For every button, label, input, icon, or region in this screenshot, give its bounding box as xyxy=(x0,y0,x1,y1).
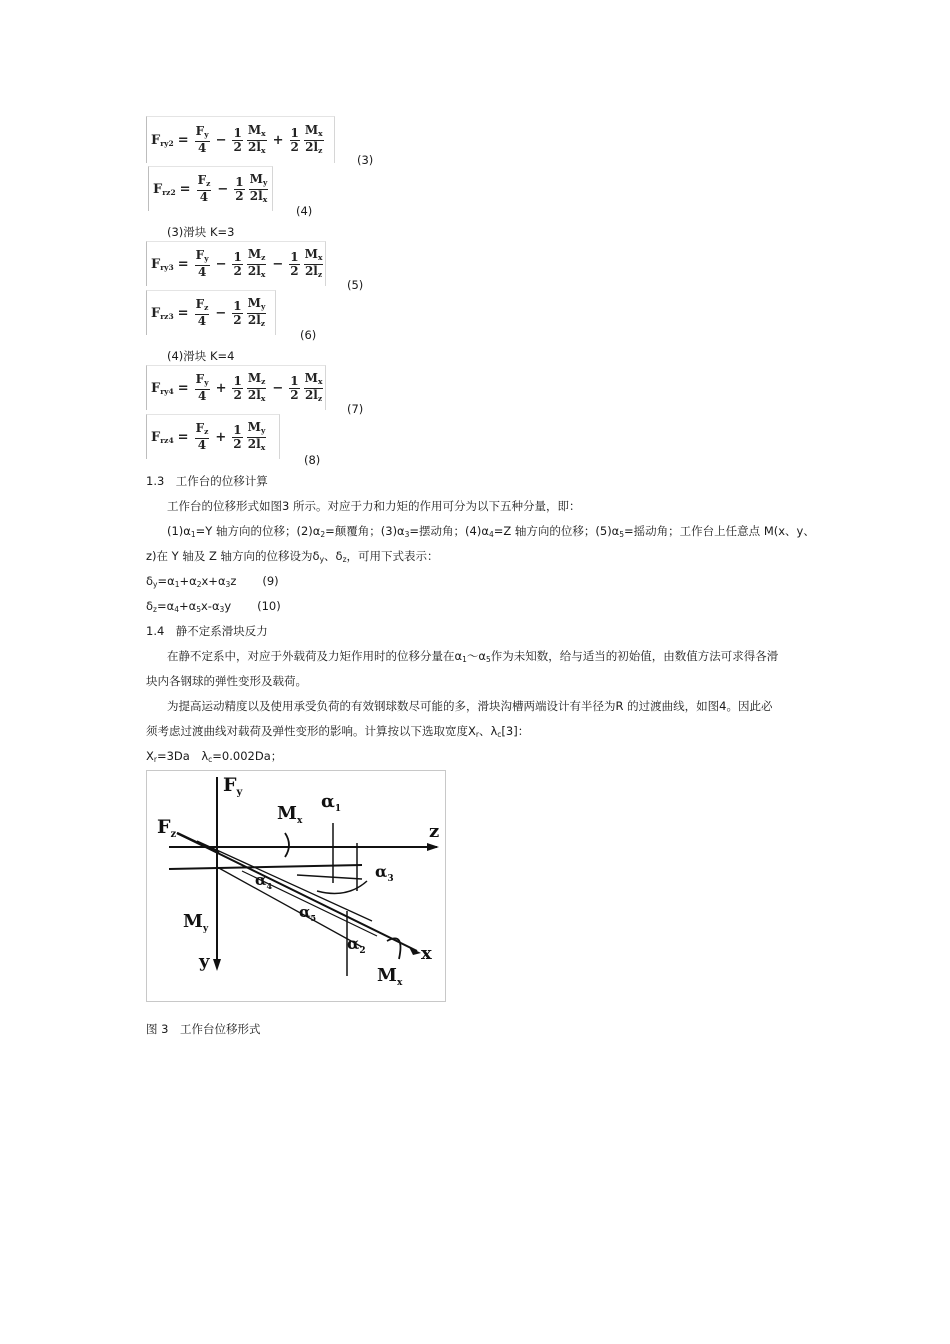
alpha2-label: $\alpha_2$ xyxy=(347,934,366,956)
equation-box xyxy=(146,241,326,286)
equation-formula xyxy=(151,242,325,286)
section-heading-1-4: 1.4 静不定系滑块反力 xyxy=(146,624,268,638)
half-fraction xyxy=(232,251,242,278)
equation-box xyxy=(148,166,273,211)
fraction-numerator: $F_y$ xyxy=(195,373,210,390)
fraction-denominator: 2 xyxy=(233,139,242,154)
equation-number: (6) xyxy=(300,328,317,342)
fraction-numerator: 1 xyxy=(233,249,242,264)
equation-lhs: $F_{rz4}$ xyxy=(151,429,174,445)
equals-sign: = xyxy=(179,181,191,197)
paragraph: 块内各钢球的弹性变形及载荷。 xyxy=(146,674,307,688)
equals-sign: = xyxy=(177,256,189,272)
z-axis-label: z xyxy=(429,821,440,842)
moment-fraction xyxy=(304,248,324,281)
equation-lhs: $F_{ry4}$ xyxy=(151,380,174,396)
fraction-denominator: 4 xyxy=(197,265,207,279)
fraction-numerator: $M_z$ xyxy=(247,372,267,389)
equation-formula xyxy=(151,117,326,163)
fraction-numerator: $F_y$ xyxy=(195,125,210,142)
operator: − xyxy=(272,380,284,396)
equals-sign: = xyxy=(177,305,189,321)
alpha5-label: $\alpha_5$ xyxy=(299,903,317,923)
slider-k3-label: (3)滑块 K=3 xyxy=(167,225,235,239)
fraction-denominator: 2 xyxy=(233,312,242,327)
equation-number: (5) xyxy=(347,278,364,292)
half-fraction xyxy=(290,127,300,154)
force-fraction xyxy=(195,422,210,452)
force-fraction xyxy=(195,373,210,403)
operator: + xyxy=(272,132,284,148)
alpha1-label: $\alpha_1$ xyxy=(321,791,342,814)
alpha4-label: $\alpha_4$ xyxy=(255,871,273,891)
moment-fraction xyxy=(249,173,269,206)
fraction-numerator: $F_z$ xyxy=(197,174,212,191)
y-axis-label: y xyxy=(199,951,210,972)
operator: − xyxy=(217,181,229,197)
paragraph: 工作台的位移形式如图3 所示。对应于力和力矩的作用可分为以下五种分量，即： xyxy=(167,499,581,513)
equation-box xyxy=(146,365,326,410)
fraction-denominator: 2 xyxy=(290,263,299,278)
fraction-numerator: 1 xyxy=(233,422,242,437)
fraction-numerator: 1 xyxy=(290,125,299,140)
operator: + xyxy=(215,429,227,445)
equation-box xyxy=(146,414,280,459)
fraction-numerator: $M_y$ xyxy=(247,421,267,438)
fraction-numerator: 1 xyxy=(233,298,242,313)
fraction-denominator: 4 xyxy=(197,389,207,403)
fy-label: $F_y$ xyxy=(223,774,243,798)
fraction-denominator: 4 xyxy=(197,314,207,328)
operator: + xyxy=(215,380,227,396)
operator: − xyxy=(272,256,284,272)
fraction-numerator: $F_y$ xyxy=(195,249,210,266)
force-fraction xyxy=(195,125,210,155)
figure-3-caption: 图 3 工作台位移形式 xyxy=(146,1022,261,1036)
force-fraction xyxy=(195,298,210,328)
fraction-numerator: 1 xyxy=(233,125,242,140)
fraction-numerator: $M_x$ xyxy=(304,372,324,389)
fraction-denominator: 4 xyxy=(197,141,207,155)
equation-lhs: $F_{ry2}$ xyxy=(151,132,174,148)
my-label: $M_y$ xyxy=(183,911,209,934)
displacement-diagram-svg xyxy=(147,771,445,1001)
force-fraction xyxy=(197,174,212,204)
fraction-denominator: $2l_x$ xyxy=(247,436,266,452)
operator: − xyxy=(215,256,227,272)
equation-number: (8) xyxy=(304,453,321,467)
equation-9: $\delta_y=\alpha_1+\alpha_2x+\alpha_3z$ (9) xyxy=(146,574,279,589)
moment-fraction xyxy=(304,124,324,157)
fraction-denominator: 4 xyxy=(197,438,207,452)
fraction-denominator: $2l_z$ xyxy=(305,139,323,155)
fraction-numerator: 1 xyxy=(233,373,242,388)
fraction-denominator: 2 xyxy=(233,263,242,278)
moment-fraction xyxy=(247,297,267,330)
equation-number: (3) xyxy=(357,153,374,167)
equation-lhs: $F_{rz2}$ xyxy=(153,181,176,197)
fraction-denominator: $2l_x$ xyxy=(248,139,266,155)
equals-sign: = xyxy=(177,132,189,148)
paragraph: $X_r=3Da$ $\lambda_c=0.002Da$； xyxy=(146,749,283,764)
fraction-numerator: $M_y$ xyxy=(247,297,267,314)
paragraph: 在静不定系中，对应于外载荷及力矩作用时的位移分量在$\alpha_1\sim\alpha_5$作为未知数，给与适当的初始值，由数值方法可求得各滑 xyxy=(167,649,779,664)
slider-k4-label: (4)滑块 K=4 xyxy=(167,349,235,363)
equation-box xyxy=(146,290,276,335)
fraction-denominator: $2l_z$ xyxy=(304,263,323,279)
fraction-numerator: $M_x$ xyxy=(304,124,324,141)
half-fraction xyxy=(232,375,242,402)
half-fraction xyxy=(289,251,299,278)
fraction-numerator: $M_x$ xyxy=(247,124,267,141)
moment-fraction xyxy=(247,124,267,157)
equation-formula xyxy=(151,415,268,459)
force-fraction xyxy=(195,249,210,279)
fraction-numerator: $F_z$ xyxy=(195,298,210,315)
equation-formula xyxy=(151,291,268,335)
fraction-denominator: 4 xyxy=(199,190,209,204)
fraction-numerator: 1 xyxy=(290,249,299,264)
fraction-denominator: $2l_x$ xyxy=(247,263,266,279)
moment-fraction xyxy=(304,372,324,405)
half-fraction xyxy=(232,424,242,451)
fraction-denominator: $2l_x$ xyxy=(249,188,268,204)
section-heading-1-3: 1.3 工作台的位移计算 xyxy=(146,474,268,488)
paragraph: 须考虑过渡曲线对载荷及弹性变形的影响。计算按以下选取宽度$X_r$、$\lambda_c[3]$： xyxy=(146,724,530,739)
equation-box xyxy=(146,116,335,163)
fraction-numerator: 1 xyxy=(290,373,299,388)
equation-lhs: $F_{ry3}$ xyxy=(151,256,174,272)
equation-lhs: $F_{rz3}$ xyxy=(151,305,174,321)
alpha3-label: $\alpha_3$ xyxy=(375,862,394,884)
fraction-denominator: 2 xyxy=(233,387,242,402)
fz-label: $F_z$ xyxy=(157,816,177,840)
half-fraction xyxy=(232,300,242,327)
fraction-denominator: 2 xyxy=(235,188,244,203)
half-fraction xyxy=(289,375,299,402)
fraction-denominator: $2l_z$ xyxy=(247,312,266,328)
half-fraction xyxy=(232,127,242,154)
mx-label: $M_x$ xyxy=(277,803,303,826)
equation-number: (4) xyxy=(296,204,313,218)
equals-sign: = xyxy=(177,380,189,396)
fraction-numerator: $M_x$ xyxy=(304,248,324,265)
fraction-numerator: $M_y$ xyxy=(249,173,269,190)
fraction-denominator: $2l_z$ xyxy=(304,387,323,403)
moment-fraction xyxy=(247,372,267,405)
fraction-numerator: 1 xyxy=(235,174,244,189)
figure-3-displacement-diagram xyxy=(146,770,446,1002)
equals-sign: = xyxy=(177,429,189,445)
fraction-denominator: 2 xyxy=(233,436,242,451)
x-axis-label: x xyxy=(421,943,432,964)
equation-formula xyxy=(151,366,325,410)
half-fraction xyxy=(234,176,244,203)
paragraph: z)在 Y 轴及 Z 轴方向的位移设为$\delta_y$、$\delta_z$，可用下式表示： xyxy=(146,549,439,564)
operator: − xyxy=(215,132,227,148)
paragraph: $(1)\alpha_1=Y$ 轴方向的位移；$(2)\alpha_2=$颠覆角；$(3)\alpha_3=$摆动角；$(4)\alpha_4=Z$ 轴方向的位移；$(5)\alpha_5=$摇动角；工作台上任意点 M(x、y、 xyxy=(167,524,815,539)
moment-fraction xyxy=(247,421,267,454)
equation-formula xyxy=(153,167,270,211)
equation-10: $\delta_z=\alpha_4+\alpha_5x-\alpha_3y$ (10) xyxy=(146,599,281,614)
paragraph: 为提高运动精度以及使用承受负荷的有效钢球数尽可能的多，滑块沟槽两端设计有半径为R 的过渡曲线，如图4。因此必 xyxy=(167,699,773,713)
fraction-denominator: 2 xyxy=(290,387,299,402)
equation-number: (7) xyxy=(347,402,364,416)
fraction-numerator: $F_z$ xyxy=(195,422,210,439)
fraction-denominator: 2 xyxy=(290,139,299,154)
fraction-denominator: $2l_x$ xyxy=(247,387,266,403)
operator: − xyxy=(215,305,227,321)
fraction-numerator: $M_z$ xyxy=(247,248,267,265)
mx-lower-label: $M_x$ xyxy=(377,965,403,988)
moment-fraction xyxy=(247,248,267,281)
